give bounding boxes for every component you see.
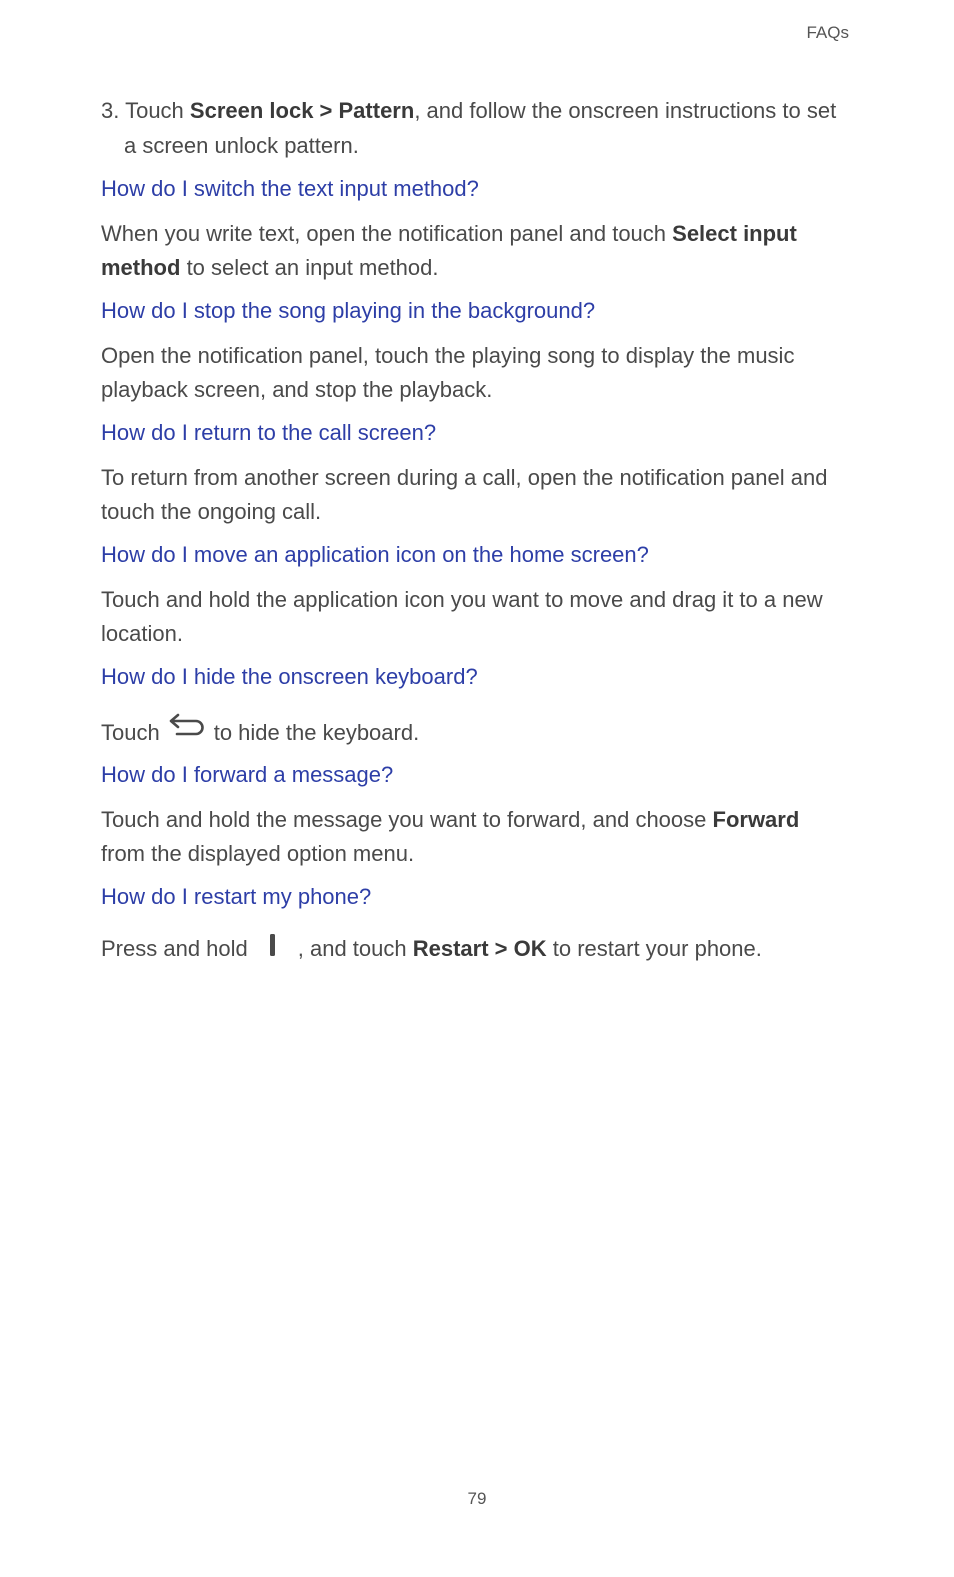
answer-text-pre: When you write text, open the notification panel and touch	[101, 221, 673, 246]
faq-question-hide-keyboard: How do I hide the onscreen keyboard?	[101, 664, 478, 689]
faq-question-forward-message: How do I forward a message?	[101, 762, 394, 787]
faq-answer-move-icon: Touch and hold the application icon you want to move and drag it to a new location.	[101, 587, 823, 646]
step-3	[101, 93, 846, 163]
answer-text-post: to hide the keyboard.	[213, 720, 420, 745]
faq-answer-restart-phone	[101, 932, 846, 966]
answer-text-post: to select an input method.	[180, 255, 439, 280]
faq-question-input-method: How do I switch the text input method?	[101, 176, 479, 201]
answer-bold-restart-ok: Restart > OK	[412, 936, 547, 961]
answer-text-pre: Touch and hold the message you want to forward, and choose	[101, 807, 713, 832]
page-number: 79	[467, 1489, 487, 1508]
answer-text-mid: , and touch	[297, 936, 413, 961]
faq-question-stop-song: How do I stop the song playing in the background?	[101, 298, 596, 323]
step-prefix: Touch	[125, 98, 184, 123]
back-icon	[168, 712, 208, 738]
answer-text-post: to restart your phone.	[546, 936, 762, 961]
step-number: 3.	[101, 98, 120, 123]
answer-text-pre: Touch	[101, 720, 160, 745]
faq-answer-input-method	[101, 217, 846, 285]
page-header-section: FAQs	[806, 23, 849, 42]
answer-text-pre: Press and hold	[101, 936, 248, 961]
faq-question-return-call: How do I return to the call screen?	[101, 420, 437, 445]
power-key-icon	[268, 933, 278, 957]
step-suffix: , and follow the onscreen instructions to set a screen unlock pattern.	[124, 98, 837, 158]
step-bold-menu-path: Screen lock > Pattern	[189, 98, 415, 123]
faq-question-restart-phone: How do I restart my phone?	[101, 884, 372, 909]
faq-question-move-icon: How do I move an application icon on the home screen?	[101, 542, 649, 567]
faq-answer-forward-message	[101, 803, 846, 871]
faq-answer-return-call: To return from another screen during a call, open the notification panel and touch the ongoing call.	[101, 465, 828, 524]
faq-answer-hide-keyboard	[101, 712, 846, 750]
answer-text-post: from the displayed option menu.	[101, 841, 415, 866]
answer-bold-select-input-method: Select input method	[101, 221, 797, 280]
faq-answer-stop-song: Open the notification panel, touch the playing song to display the music playback screen, and stop the playback.	[101, 343, 795, 402]
faq-content	[101, 93, 846, 976]
answer-bold-forward: Forward	[712, 807, 800, 832]
